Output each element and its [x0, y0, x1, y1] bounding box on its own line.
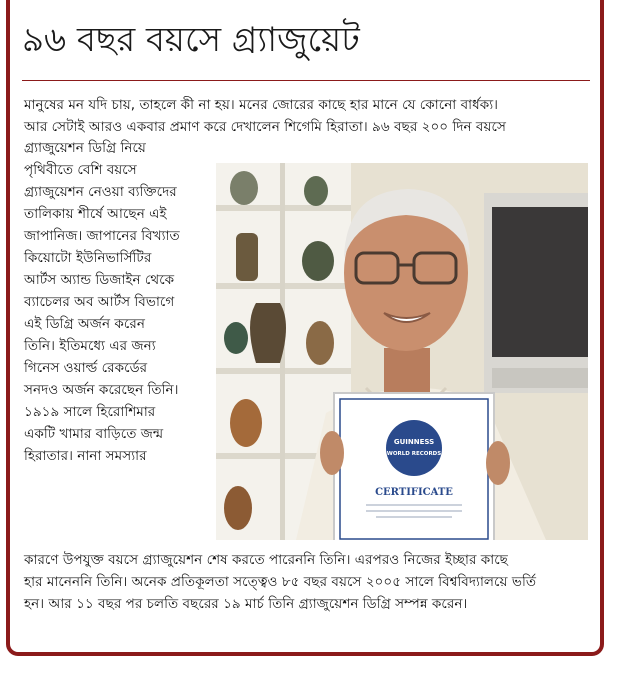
article-photo — [216, 163, 588, 540]
vase-icon — [304, 176, 328, 206]
vase-icon — [250, 303, 286, 363]
vase-icon — [236, 233, 258, 281]
closing-line-1: কারণে উপযুক্ত বয়সে গ্র্যাজুয়েশন শেষ করতে পারেননি তিনি। এরপরও নিজের ইচ্ছার কাছে — [24, 552, 508, 568]
column-line: গ্র্যাজুয়েশন ডিগ্রি নিয়ে — [24, 140, 146, 156]
guinness-badge-icon — [386, 420, 442, 476]
column-line: পৃথিবীতে বেশি বয়সে — [24, 162, 137, 178]
vase-icon — [306, 321, 334, 365]
certificate-title: CERTIFICATE — [375, 487, 453, 498]
left-column — [24, 137, 214, 467]
guinness-certificate — [334, 393, 494, 540]
column-line: তালিকায় শীর্ষে আছেন এই — [24, 206, 167, 222]
column-line: কিয়োটো ইউনিভার্সিটির — [24, 250, 152, 266]
column-line: ব্যাচেলর অব আর্টস বিভাগে — [24, 294, 175, 310]
badge-bottom-text: WORLD RECORDS — [386, 451, 442, 457]
column-line: গিনেস ওয়ার্ল্ড রেকর্ডের — [24, 360, 148, 376]
intro-line-2: আর সেটাই আরও একবার প্রমাণ করে দেখালেন শিগেমি হিরাতা। ৯৬ বছর ২০০ দিন বয়সে — [24, 119, 506, 135]
intro-line-1: মানুষের মন যদি চায়, তাহলে কী না হয়। মনের জোরের কাছে হার মানে যে কোনো বার্ধক্য। — [24, 97, 499, 113]
headline-rule — [22, 80, 590, 81]
headline: ৯৬ বছর বয়সে গ্র্যাজুয়েট — [22, 20, 360, 60]
vase-icon — [230, 171, 258, 205]
column-line: একটি খামার বাড়িতে জন্ম — [24, 426, 164, 442]
vase-icon — [224, 322, 248, 354]
vase-icon — [224, 486, 252, 530]
column-line: আর্টস অ্যান্ড ডিজাইন থেকে — [24, 272, 175, 288]
column-line: এই ডিগ্রি অর্জন করেন — [24, 316, 145, 332]
photo-illustration — [216, 163, 588, 540]
column-line: তিনি। ইতিমধ্যে এর জন্য — [24, 338, 156, 354]
column-line: জাপানিজ। জাপানের বিখ্যাত — [24, 228, 180, 244]
closing-line-3: হন। আর ১১ বছর পর চলতি বছরের ১৯ মার্চ তিনি গ্র্যাজুয়েশন ডিগ্রি সম্পন্ন করেন। — [24, 596, 468, 612]
vase-icon — [302, 241, 334, 281]
vase-icon — [230, 399, 262, 447]
column-line: হিরাতার। নানা সমস্যার — [24, 448, 147, 464]
badge-top-text: GUINNESS — [393, 438, 435, 446]
column-line: গ্র্যাজুয়েশন নেওয়া ব্যক্তিদের — [24, 184, 177, 200]
closing-line-2: হার মানেননি তিনি। অনেক প্রতিকূলতা সত্ত্বেও ৮৫ বছর বয়সে ২০০৫ সালে বিশ্ববিদ্যালয়ে ভর্তি — [24, 574, 537, 590]
column-line: সনদও অর্জন করেছেন তিনি। — [24, 382, 179, 398]
column-line: ১৯১৯ সালে হিরোশিমার — [24, 404, 156, 420]
